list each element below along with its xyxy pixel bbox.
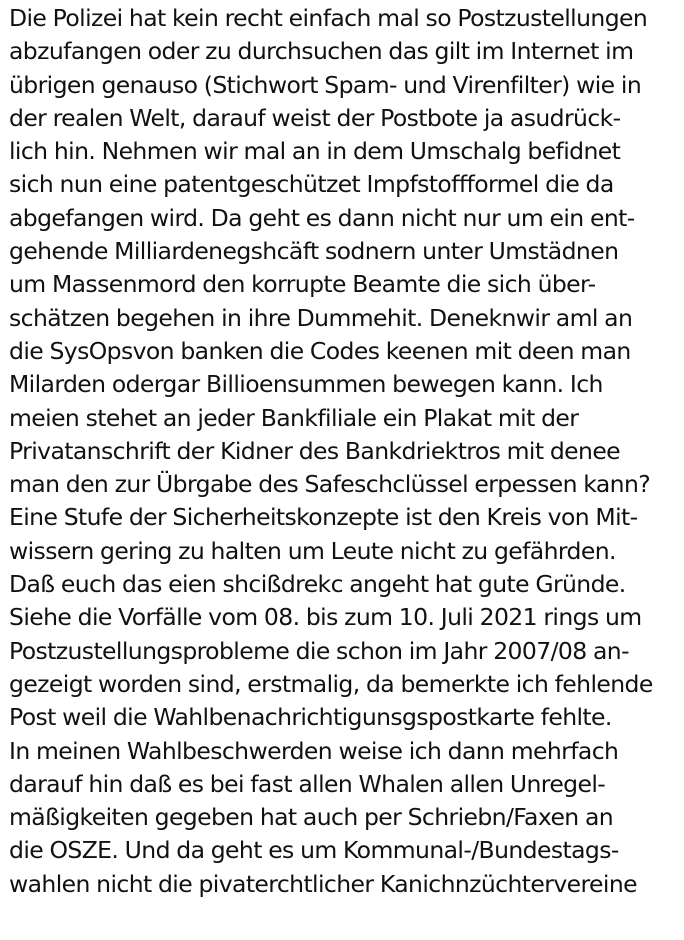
- text-line: abgefangen wird. Da geht es dann nicht nur um ein ent-: [9, 203, 635, 232]
- text-line: Privatanschrift der Kidner des Bankdriektros mit denee: [9, 436, 621, 465]
- text-line: wissern gering zu halten um Leute nicht zu gefährden.: [9, 536, 616, 565]
- text-line: Siehe die Vorfälle vom 08. bis zum 10. Juli 2021 rings um: [9, 603, 642, 632]
- text-line: mäßigkeiten gegeben hat auch per Schriebn/Faxen an: [9, 803, 614, 832]
- text-line: die SysOpsvon banken die Codes keenen mit deen man: [9, 336, 631, 365]
- text-line: darauf hin daß es bei fast allen Whalen allen Unregel-: [9, 769, 606, 798]
- text-line: lich hin. Nehmen wir mal an in dem Umschalg befidnet: [9, 137, 621, 166]
- text-line: gezeigt worden sind, erstmalig, da bemerkte ich fehlende: [9, 669, 653, 698]
- body-text: [9, 2, 681, 901]
- text-line: sich nun eine patentgeschützet Impfstoffformel die da: [9, 170, 614, 199]
- text-line: meien stehet an jeder Bankfiliale ein Plakat mit der: [9, 403, 579, 432]
- text-line: Milarden odergar Billioensummen bewegen kann. Ich: [9, 370, 603, 399]
- text-line: übrigen genauso (Stichwort Spam- und Virenfilter) wie in: [9, 70, 642, 99]
- text-line: die OSZE. Und da geht es um Kommunal-/Bundestags-: [9, 836, 619, 865]
- text-line: wahlen nicht die pivaterchtlicher Kanichnzüchtervereine: [9, 869, 637, 898]
- text-line: um Massenmord den korrupte Beamte die sich über-: [9, 270, 596, 299]
- text-line: man den zur Übrgabe des Safeschclüssel erpessen kann?: [9, 470, 651, 499]
- text-line: Postzustellungsprobleme die schon im Jahr 2007/08 an-: [9, 636, 629, 665]
- text-line: gehende Milliardenegshcäft sodnern unter Umstädnen: [9, 237, 619, 266]
- text-line: schätzen begehen in ihre Dummehit. Deneknwir aml an: [9, 303, 633, 332]
- text-line: Post weil die Wahlbenachrichtigunsgspostkarte fehlte.: [9, 703, 612, 732]
- text-line: abzufangen oder zu durchsuchen das gilt im Internet im: [9, 37, 634, 66]
- text-line: Daß euch das eien shcißdrekc angeht hat gute Gründe.: [9, 570, 626, 599]
- text-line: Eine Stufe der Sicherheitskonzepte ist den Kreis von Mit-: [9, 503, 638, 532]
- text-line: der realen Welt, darauf weist der Postbote ja asudrück-: [9, 103, 621, 132]
- text-line: In meinen Wahlbeschwerden weise ich dann mehrfach: [9, 736, 619, 765]
- text-line: Die Polizei hat kein recht einfach mal so Postzustellungen: [9, 4, 648, 32]
